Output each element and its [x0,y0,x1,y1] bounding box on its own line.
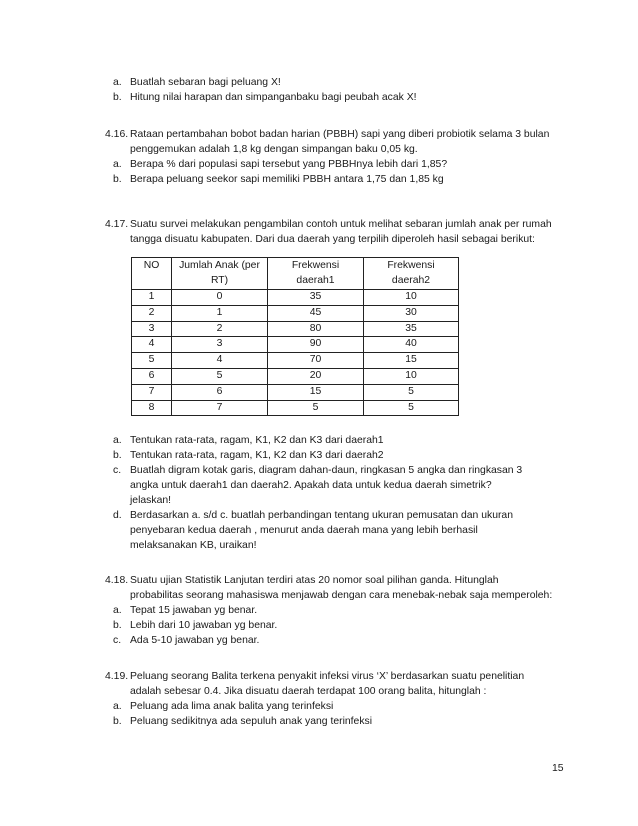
table-row [132,368,459,384]
table-row [132,290,459,306]
question-number-4-18: 4.18. [105,575,129,586]
table-cell: 40 [364,337,459,353]
table-cell: 5 [364,400,459,416]
table-cell: 35 [268,290,364,306]
table-cell: 15 [364,353,459,369]
question-4-19-text [130,669,570,699]
table-cell: 5 [172,368,268,384]
list-item-text: Tentukan rata-rata, ragam, K1, K2 dan K3 dari daerah1 [130,435,384,446]
list-item-text: Tepat 15 jawaban yg benar. [130,605,258,616]
table-cell: 1 [132,290,172,306]
list-marker: b. [113,450,122,461]
list-item-text: Ada 5-10 jawaban yg benar. [130,635,260,646]
text-line: melaksanakan KB, uraikan! [130,540,257,551]
question-number-4-17: 4.17. [105,219,129,230]
list-item-text: Berapa peluang seekor sapi memiliki PBBH antara 1,75 dan 1,85 kg [130,174,444,185]
list-item [113,75,570,90]
table-cell: 0 [172,290,268,306]
list-marker: a. [113,77,122,88]
table-row [132,353,459,369]
table-cell: 1 [172,305,268,321]
frequency-table [131,257,459,416]
table-cell: 35 [364,321,459,337]
list-item-text: Lebih dari 10 jawaban yg benar. [130,620,278,631]
table-cell: 15 [268,384,364,400]
question-number-4-16: 4.16. [105,129,129,140]
list-marker: a. [113,701,122,712]
text-line: Buatlah digram kotak garis, diagram dahan-daun, ringkasan 5 angka dan ringkasan 3 [130,465,523,476]
list-item [113,463,570,508]
list-item-text: Peluang sedikitnya ada sepuluh anak yang terinfeksi [130,716,373,727]
list-item [113,508,570,553]
text-line: angka untuk daerah1 dan daerah2. Apakah data untuk kedua daerah simetrik? [130,480,492,491]
table-row [132,400,459,416]
table-row [132,337,459,353]
list-marker: c. [113,465,122,476]
table-row [132,305,459,321]
table-cell: 4 [132,337,172,353]
text-line: adalah sebesar 0.4. Jika disuatu daerah terdapat 100 orang balita, hitunglah : [130,686,487,697]
table-cell: 3 [172,337,268,353]
list-item [113,633,570,648]
list-item [113,433,570,448]
text-line: penggemukan adalah 1,8 kg dengan simpangan baku 0,05 kg. [130,144,418,155]
text-line: probabilitas seorang mahasiswa menjawab dengan cara menebak-nebak saja memperoleh: [130,590,553,601]
table-cell: 2 [132,305,172,321]
table-cell: 5 [132,353,172,369]
table-cell: 90 [268,337,364,353]
table-row [132,384,459,400]
list-item [113,448,570,463]
text-line: Rataan pertambahan bobot badan harian (PBBH) sapi yang diberi probiotik selama 3 bulan [130,129,550,140]
text-line: Peluang seorang Balita terkena penyakit infeksi virus ‘X’ berdasarkan suatu penelitian [130,671,525,682]
text-line: Suatu survei melakukan pengambilan contoh untuk melihat sebaran jumlah anak per rumah [130,219,552,230]
question-4-16-text [130,127,570,157]
header-frekwensi-daerah2: Frekwensi daerah2 [364,258,459,290]
table-cell: 10 [364,290,459,306]
text-line: penyebaran kedua daerah , menurut anda daerah mana yang lebih berhasil [130,525,478,536]
list-item-text: Peluang ada lima anak balita yang terinfeksi [130,701,334,712]
list-marker: d. [113,510,122,521]
table-cell: 8 [132,400,172,416]
table-cell: 4 [172,353,268,369]
list-item [113,157,570,172]
list-item-text: Tentukan rata-rata, ragam, K1, K2 dan K3 dari daerah2 [130,450,384,461]
text-line: Suatu ujian Statistik Lanjutan terdiri atas 20 nomor soal pilihan ganda. Hitunglah [130,575,499,586]
list-item-text: Hitung nilai harapan dan simpanganbaku bagi peubah acak X! [130,92,417,103]
table-cell: 6 [172,384,268,400]
table-cell: 2 [172,321,268,337]
table-cell: 7 [132,384,172,400]
list-item [113,618,570,633]
list-marker: b. [113,716,122,727]
table-cell: 10 [364,368,459,384]
list-marker: a. [113,435,122,446]
list-marker: a. [113,159,122,170]
table-cell: 20 [268,368,364,384]
list-item-text: Berapa % dari populasi sapi tersebut yang PBBHnya lebih dari 1,85? [130,159,448,170]
table-cell: 80 [268,321,364,337]
table-cell: 3 [132,321,172,337]
question-number-4-19: 4.19. [105,671,129,682]
text-line: tangga disuatu kabupaten. Dari dua daerah yang terpilih diperoleh hasil sebagai berikut: [130,234,535,245]
table-cell: 30 [364,305,459,321]
list-item [113,90,570,105]
table-cell: 45 [268,305,364,321]
page-number: 15 [552,763,564,774]
header-jumlah-anak: Jumlah Anak (per RT) [172,258,268,290]
list-item [113,172,570,187]
question-4-17-text [130,217,570,247]
list-marker: b. [113,92,122,103]
table-cell: 6 [132,368,172,384]
list-marker: a. [113,605,122,616]
list-marker: c. [113,635,122,646]
list-marker: b. [113,174,122,185]
list-marker: b. [113,620,122,631]
table-cell: 70 [268,353,364,369]
list-item [113,603,570,618]
text-line: Berdasarkan a. s/d c. buatlah perbandingan tentang ukuran pemusatan dan ukuran [130,510,513,521]
table-cell: 5 [268,400,364,416]
list-item-text: Buatlah sebaran bagi peluang X! [130,77,281,88]
list-item [113,699,570,714]
header-frekwensi-daerah1: Frekwensi daerah1 [268,258,364,290]
text-line: jelaskan! [130,495,172,506]
question-4-18-text [130,573,570,603]
table-row [132,321,459,337]
table-header-row [132,258,459,290]
header-no: NO [132,258,172,290]
table-cell: 7 [172,400,268,416]
list-item [113,714,570,729]
table-cell: 5 [364,384,459,400]
